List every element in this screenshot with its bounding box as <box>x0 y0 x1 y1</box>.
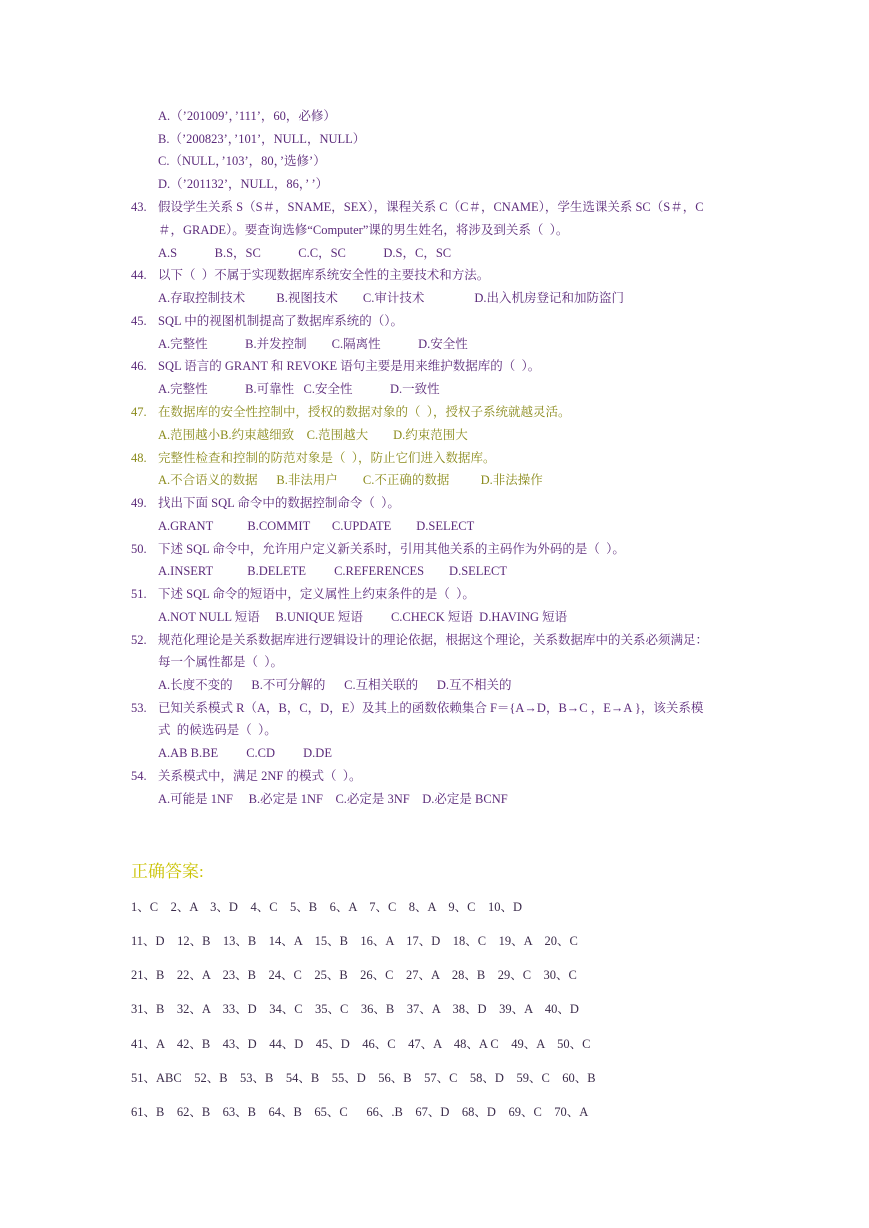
question-text: SQL 中的视图机制提高了数据库系统的（）。 <box>158 314 404 328</box>
answer-row: 11、D 12、B 13、B 14、A 15、B 16、A 17、D 18、C 19、A 20、C <box>131 934 578 948</box>
question-text: 式 的候选码是（ ）。 <box>158 723 277 737</box>
question-text: 找出下面 SQL 命令中的数据控制命令（ ）。 <box>158 496 400 510</box>
question-text: 在数据库的安全性控制中，授权的数据对象的（ ），授权子系统就越灵活。 <box>158 405 571 419</box>
question-number: 51. <box>131 587 147 601</box>
question-number: 43. <box>131 200 147 214</box>
question-options: A.可能是 1NF B.必定是 1NF C.必定是 3NF D.必定是 BCNF <box>158 792 508 806</box>
question-options: A.完整性 B.可靠性 C.安全性 D.一致性 <box>158 382 440 396</box>
answer-row: 61、B 62、B 63、B 64、B 65、C 66、.B 67、D 68、D 69、C 70、A <box>131 1105 589 1119</box>
question-number: 47. <box>131 405 147 419</box>
question-options: A.长度不变的 B.不可分解的 C.互相关联的 D.互不相关的 <box>158 678 512 692</box>
question-options: A.GRANT B.COMMIT C.UPDATE D.SELECT <box>158 519 475 533</box>
question-number: 49. <box>131 496 147 510</box>
question-number: 44. <box>131 268 147 282</box>
question-options: A.AB B.BE C.CD D.DE <box>158 746 332 760</box>
option-line: D.（’201132’，NULL，86，’ ’） <box>158 177 329 191</box>
answer-row: 51、ABC 52、B 53、B 54、B 55、D 56、B 57、C 58、D 59、C 60、B <box>131 1071 596 1085</box>
question-number: 50. <box>131 542 147 556</box>
question-number: 45. <box>131 314 147 328</box>
question-options: A.范围越小B.约束越细致 C.范围越大 D.约束范围大 <box>158 428 468 442</box>
question-text: 关系模式中，满足 2NF 的模式（ ）。 <box>158 769 362 783</box>
option-line: A.（’201009’，’111’，60，必修） <box>158 109 336 123</box>
option-line: C.（NULL，’103’，80，’选修’） <box>158 154 326 168</box>
answer-row: 1、C 2、A 3、D 4、C 5、B 6、A 7、C 8、A 9、C 10、D <box>131 900 523 914</box>
question-options: A.S B.S，SC C.C，SC D.S，C，SC <box>158 246 452 260</box>
answer-row: 21、B 22、A 23、B 24、C 25、B 26、C 27、A 28、B 29、C 30、C <box>131 968 577 982</box>
question-text: 完整性检查和控制的防范对象是（ ），防止它们进入数据库。 <box>158 451 496 465</box>
question-text: ＃，GRADE）。要查询选修“Computer”课的男生姓名，将涉及到关系（ ）。 <box>158 223 569 237</box>
question-options: A.完整性 B.并发控制 C.隔离性 D.安全性 <box>158 337 468 351</box>
question-text: 下述 SQL 命令中，允许用户定义新关系时，引用其他关系的主码作为外码的是（ ）。 <box>158 542 625 556</box>
question-options: A.存取控制技术 B.视图技术 C.审计技术 D.出入机房登记和加防盗门 <box>158 291 624 305</box>
question-text: 下述 SQL 命令的短语中，定义属性上约束条件的是（ ）。 <box>158 587 475 601</box>
question-text: 已知关系模式 R（A，B，C，D，E）及其上的函数依赖集合 F＝{A→D，B→C ，E→A }，该关系模 <box>158 701 704 715</box>
question-number: 46. <box>131 359 147 373</box>
question-options: A.INSERT B.DELETE C.REFERENCES D.SELECT <box>158 564 508 578</box>
question-number: 53. <box>131 701 147 715</box>
question-text: 规范化理论是关系数据库进行逻辑设计的理论依据，根据这个理论，关系数据库中的关系必须满足： <box>158 633 709 647</box>
option-line: B.（’200823’，’101’，NULL，NULL） <box>158 132 366 146</box>
question-options: A.NOT NULL 短语 B.UNIQUE 短语 C.CHECK 短语 D.HAVING 短语 <box>158 610 568 624</box>
answer-row: 41、A 42、B 43、D 44、D 45、D 46、C 47、A 48、A C 49、A 50、C <box>131 1037 591 1051</box>
question-options: A.不合语义的数据 B.非法用户 C.不正确的数据 D.非法操作 <box>158 473 543 487</box>
question-number: 52. <box>131 633 147 647</box>
question-text: 每一个属性都是（ ）。 <box>158 655 284 669</box>
question-number: 48. <box>131 451 147 465</box>
answers-heading: 正确答案: <box>131 862 204 881</box>
question-text: 假设学生关系 S（S＃，SNAME，SEX），课程关系 C（C＃，CNAME），学生选课关系 SC（S＃，C <box>158 200 704 214</box>
answer-row: 31、B 32、A 33、D 34、C 35、C 36、B 37、A 38、D 39、A 40、D <box>131 1002 579 1016</box>
question-text: SQL 语言的 GRANT 和 REVOKE 语句主要是用来维护数据库的（ ）。 <box>158 359 541 373</box>
question-text: 以下（ ）不属于实现数据库系统安全性的主要技术和方法。 <box>158 268 490 282</box>
question-number: 54. <box>131 769 147 783</box>
